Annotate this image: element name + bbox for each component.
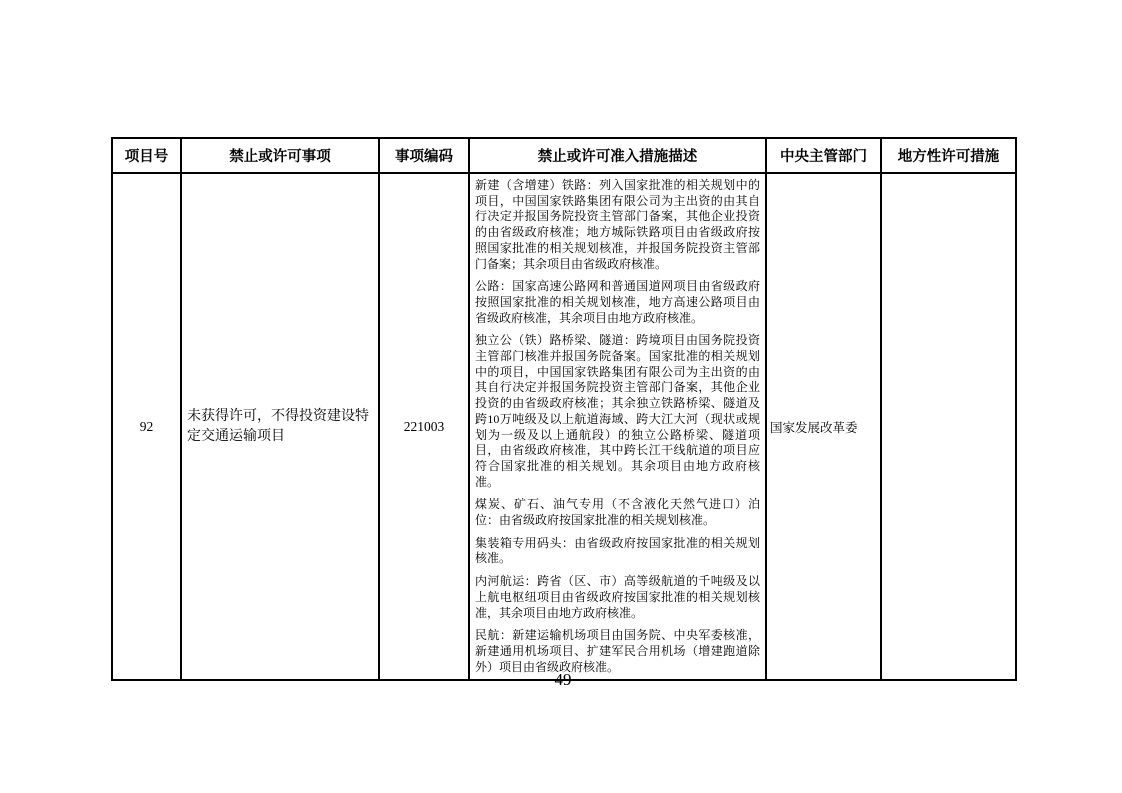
cell-measure-description — [469, 173, 766, 680]
measure-paragraph-civil-aviation: 民航：新建运输机场项目由国务院、中央军委核准，新建通用机场项目、扩建军民合用机场（增建跑道除外）项目由省级政府核准。 — [475, 628, 760, 674]
measure-paragraph-berth: 煤炭、矿石、油气专用（不含液化天然气进口）泊位：由省级政府按国家批准的相关规划核准。 — [475, 497, 760, 528]
col-header-project-no: 项目号 — [112, 138, 181, 173]
measure-paragraph-highway: 公路：国家高速公路网和普通国道网项目由省级政府按照国家批准的相关规划核准，地方高速公路项目由省级政府核准，其余项目由地方政府核准。 — [475, 279, 760, 325]
col-header-central-department: 中央主管部门 — [766, 138, 881, 173]
col-header-prohibited-item: 禁止或许可事项 — [181, 138, 379, 173]
page-number: 49 — [554, 670, 572, 689]
negative-list-table — [111, 137, 1017, 681]
measure-paragraph-container-terminal: 集装箱专用码头：由省级政府按国家批准的相关规划核准。 — [475, 535, 760, 566]
table-header-row — [112, 138, 1016, 173]
measure-paragraph-inland-waterway: 内河航运：跨省（区、市）高等级航道的千吨级及以上航电枢纽项目由省级政府按国家批准的相关规划核准，其余项目由地方政府核准。 — [475, 574, 760, 620]
table-row — [112, 173, 1016, 680]
cell-central-department: 国家发展改革委 — [766, 173, 881, 680]
col-header-local-measures: 地方性许可措施 — [881, 138, 1016, 173]
measure-paragraph-bridge-tunnel: 独立公（铁）路桥梁、隧道：跨境项目由国务院投资主管部门核准并报国务院备案。国家批准的相关规划中的项目，中国国家铁路集团有限公司为主出资的由其自行决定并报国务院投资主管部门备案，其他企业投资的由省级政府核准；其余独立铁路桥梁、隧道及跨10万吨级及以上航道海域、跨大江大河（现状或规划为一级及以上通航段）的独立公路桥梁、隧道项目，由省级政府核准，其中跨长江干线航道的项目应符合国家批准的相关规划。其余项目由地方政府核准。 — [475, 333, 760, 489]
col-header-item-code: 事项编码 — [379, 138, 469, 173]
cell-item-code: 221003 — [379, 173, 469, 680]
cell-prohibited-item: 未获得许可，不得投资建设特定交通运输项目 — [181, 173, 379, 680]
col-header-measure-description: 禁止或许可准入措施描述 — [469, 138, 766, 173]
cell-local-measures — [881, 173, 1016, 680]
measure-paragraph-railway: 新建（含增建）铁路：列入国家批准的相关规划中的项目，中国国家铁路集团有限公司为主出资的由其自行决定并报国务院投资主管部门备案，其他企业投资的由省级政府核准；地方城际铁路项目由省级政府按照国家批准的相关规划核准，并报国务院投资主管部门备案；其余项目由省级政府核准。 — [475, 178, 760, 271]
cell-project-no: 92 — [112, 173, 181, 680]
